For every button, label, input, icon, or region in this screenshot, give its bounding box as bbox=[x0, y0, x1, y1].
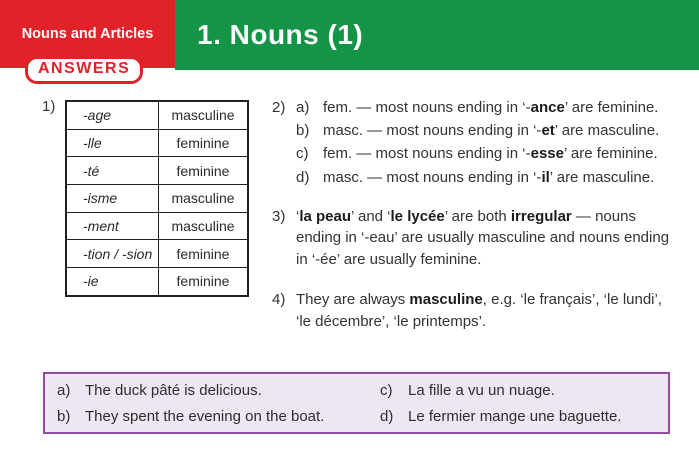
suffix-cell: -té bbox=[66, 157, 159, 185]
question-2-number: 2) bbox=[272, 99, 286, 116]
answer-item bbox=[296, 119, 659, 142]
question-4-number: 4) bbox=[272, 291, 286, 308]
category-label: Nouns and Articles bbox=[21, 26, 154, 42]
exercise-box bbox=[43, 372, 670, 434]
table-row bbox=[66, 268, 248, 296]
table-row bbox=[66, 101, 248, 129]
item-text: The duck pâté is delicious. bbox=[85, 382, 262, 399]
gender-cell: masculine bbox=[159, 185, 249, 213]
suffix-cell: -ie bbox=[66, 268, 159, 296]
item-text: La fille a vu un nuage. bbox=[408, 382, 555, 399]
answer-item bbox=[296, 142, 659, 165]
question-4 bbox=[272, 289, 662, 332]
question-4-body bbox=[296, 289, 662, 332]
item-label: d) bbox=[380, 407, 394, 425]
question-2 bbox=[272, 96, 659, 189]
gender-cell: feminine bbox=[159, 129, 249, 157]
answer-line: in ‘-ée’ are usually feminine. bbox=[296, 250, 482, 268]
item-text: fem. — most nouns ending in ‘-ance’ are feminine. bbox=[323, 99, 659, 116]
question-3 bbox=[272, 206, 669, 270]
question-1-number: 1) bbox=[42, 98, 56, 115]
gender-cell: feminine bbox=[159, 268, 249, 296]
answer-line: They are always masculine, e.g. ‘le français’, ‘le lundi’, bbox=[296, 291, 663, 308]
suffix-cell: -tion / -sion bbox=[66, 240, 159, 268]
item-text: masc. — most nouns ending in ‘-et’ are masculine. bbox=[323, 122, 660, 140]
table-row bbox=[66, 129, 248, 157]
gender-cell: feminine bbox=[159, 240, 249, 268]
answer-line: ‘le décembre’, ‘le printemps’. bbox=[296, 312, 487, 330]
answer-item bbox=[296, 96, 659, 119]
suffix-cell: -isme bbox=[66, 185, 159, 213]
item-label: d) bbox=[296, 168, 310, 186]
item-label: b) bbox=[57, 407, 71, 425]
item-text: They spent the evening on the boat. bbox=[85, 407, 325, 425]
answer-line: ‘la peau’ and ‘le lycée’ are both irregular — nouns bbox=[296, 208, 636, 225]
title-banner bbox=[175, 0, 699, 70]
item-text: masc. — most nouns ending in ‘-il’ are masculine. bbox=[323, 168, 655, 186]
answer-line: ending in ‘-eau’ are usually masculine and nouns ending bbox=[296, 229, 670, 247]
gender-table bbox=[65, 100, 249, 297]
item-text: fem. — most nouns ending in ‘-esse’ are feminine. bbox=[323, 145, 658, 163]
table-row bbox=[66, 185, 248, 213]
exercise-item bbox=[57, 378, 380, 404]
item-label: c) bbox=[380, 382, 393, 399]
question-3-number: 3) bbox=[272, 208, 286, 225]
exercise-item bbox=[57, 404, 380, 430]
question-3-body bbox=[296, 206, 669, 270]
table-row bbox=[66, 157, 248, 185]
item-label: a) bbox=[57, 382, 71, 399]
gender-cell: masculine bbox=[159, 212, 249, 240]
page-title: 1. Nouns (1) bbox=[197, 19, 364, 50]
answer-item bbox=[296, 166, 659, 189]
table-row bbox=[66, 212, 248, 240]
suffix-cell: -lle bbox=[66, 129, 159, 157]
table-row bbox=[66, 240, 248, 268]
answers-badge: ANSWERS bbox=[25, 56, 143, 84]
exercise-item bbox=[380, 378, 668, 404]
item-label: a) bbox=[296, 99, 310, 116]
item-label: b) bbox=[296, 122, 310, 140]
exercise-item bbox=[380, 404, 668, 430]
question-2-body bbox=[296, 96, 659, 189]
suffix-cell: -age bbox=[66, 101, 159, 129]
gender-cell: masculine bbox=[159, 101, 249, 129]
suffix-cell: -ment bbox=[66, 212, 159, 240]
item-text: Le fermier mange une baguette. bbox=[408, 407, 622, 425]
item-label: c) bbox=[296, 145, 309, 163]
gender-cell: feminine bbox=[159, 157, 249, 185]
